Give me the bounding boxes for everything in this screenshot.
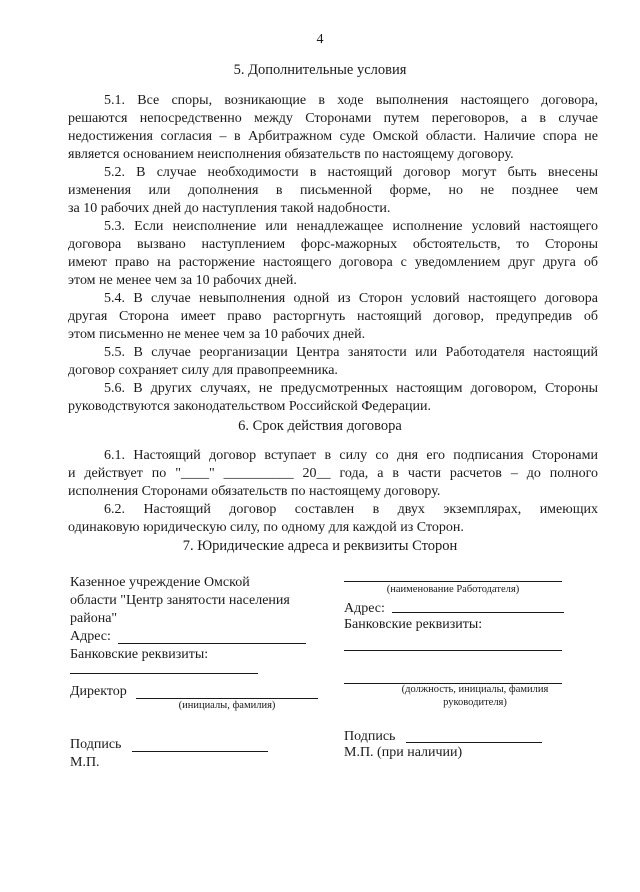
left-org-line-2: области "Центр занятости населения xyxy=(70,593,290,608)
s5-line-6: изменения или дополнения в письменной форме, но не позднее чем xyxy=(68,183,598,198)
right-address-label: Адрес: xyxy=(344,601,385,616)
s6-line-2: и действует по "____" __________ 20__ года, а в части расчетов – до полного xyxy=(68,466,598,481)
s5-line-2: решаются непосредственно между Сторонами путем переговоров, а в случае xyxy=(68,111,598,126)
s5-line-7: за 10 рабочих дней до наступления такой надобности. xyxy=(68,201,391,216)
left-address-label: Адрес: xyxy=(70,629,111,644)
s5-line-14: этом письменно не менее чем за 10 рабочих дней. xyxy=(68,327,366,342)
left-signature-line xyxy=(132,751,268,752)
right-employer-line xyxy=(344,581,562,582)
s5-line-11: этом не менее чем за 10 рабочих дней. xyxy=(68,273,297,288)
s5-line-15: 5.5. В случае реорганизации Центра занятости или Работодателя настоящий xyxy=(104,345,598,360)
s5-line-10: имеют право на расторжение настоящего договора с уведомлением друг друга об xyxy=(68,255,598,270)
right-address-line xyxy=(392,612,564,613)
s6-line-1: 6.1. Настоящий договор вступает в силу со дня его подписания Сторонами xyxy=(104,448,598,463)
s5-line-3: недостижения согласия – в Арбитражном суде Омской области. Наличие спора не xyxy=(68,129,598,144)
left-bank-label: Банковские реквизиты: xyxy=(70,647,209,662)
left-director-line xyxy=(136,698,318,699)
page-number: 4 xyxy=(316,32,324,47)
s6-line-5: одинаковую юридическую силу, по одному для каждой из Сторон. xyxy=(68,520,464,535)
s5-line-18: руководствуются законодательством Российской Федерации. xyxy=(68,399,431,414)
s5-line-5: 5.2. В случае необходимости в настоящий договор могут быть внесены xyxy=(104,165,598,180)
right-bank-label: Банковские реквизиты: xyxy=(344,617,483,632)
left-stamp-label: М.П. xyxy=(70,755,100,770)
s6-line-3: исполнения Сторонами обязательств по настоящему договору. xyxy=(68,484,441,499)
left-director-caption: (инициалы, фамилия) xyxy=(178,700,276,711)
s5-line-4: является основанием неисполнения обязательств по настоящему договору. xyxy=(68,147,514,162)
left-address-line xyxy=(118,643,306,644)
left-bank-line xyxy=(70,673,258,674)
s5-line-8: 5.3. Если неисполнение или ненадлежащее исполнение условий настоящего xyxy=(104,219,598,234)
left-director-label: Директор xyxy=(70,684,127,699)
s6-line-4: 6.2. Настоящий договор составлен в двух экземплярах, имеющих xyxy=(104,502,598,517)
section-6-title: 6. Срок действия договора xyxy=(238,418,402,434)
right-stamp-label: М.П. (при наличии) xyxy=(344,745,463,760)
right-position-caption-2: руководителя) xyxy=(443,697,507,708)
s5-line-13: другая Сторона имеет право расторгнуть настоящий договор, предупредив об xyxy=(68,309,598,324)
right-employer-caption: (наименование Работодателя) xyxy=(386,584,520,595)
right-position-caption-1: (должность, инициалы, фамилия xyxy=(401,684,549,695)
left-signature-label: Подпись xyxy=(70,737,122,752)
s5-line-9: договора вызвано наступлением форс-мажорных обстоятельств, то Стороны xyxy=(68,237,598,252)
section-5-title: 5. Дополнительные условия xyxy=(233,62,407,78)
left-org-line-3: района" xyxy=(70,611,118,626)
s5-line-1: 5.1. Все споры, возникающие в ходе выполнения настоящего договора, xyxy=(104,93,598,108)
section-7-title: 7. Юридические адреса и реквизиты Сторон xyxy=(182,538,458,554)
right-bank-line xyxy=(344,650,562,651)
s5-line-12: 5.4. В случае невыполнения одной из Сторон условий настоящего договора xyxy=(104,291,598,306)
right-signature-line xyxy=(406,742,542,743)
s5-line-16: договор сохраняет силу для правопреемника. xyxy=(68,363,338,378)
s5-line-17: 5.6. В других случаях, не предусмотренных настоящим договором, Стороны xyxy=(104,381,598,396)
right-signature-label: Подпись xyxy=(344,729,396,744)
left-org-line-1: Казенное учреждение Омской xyxy=(70,575,250,590)
